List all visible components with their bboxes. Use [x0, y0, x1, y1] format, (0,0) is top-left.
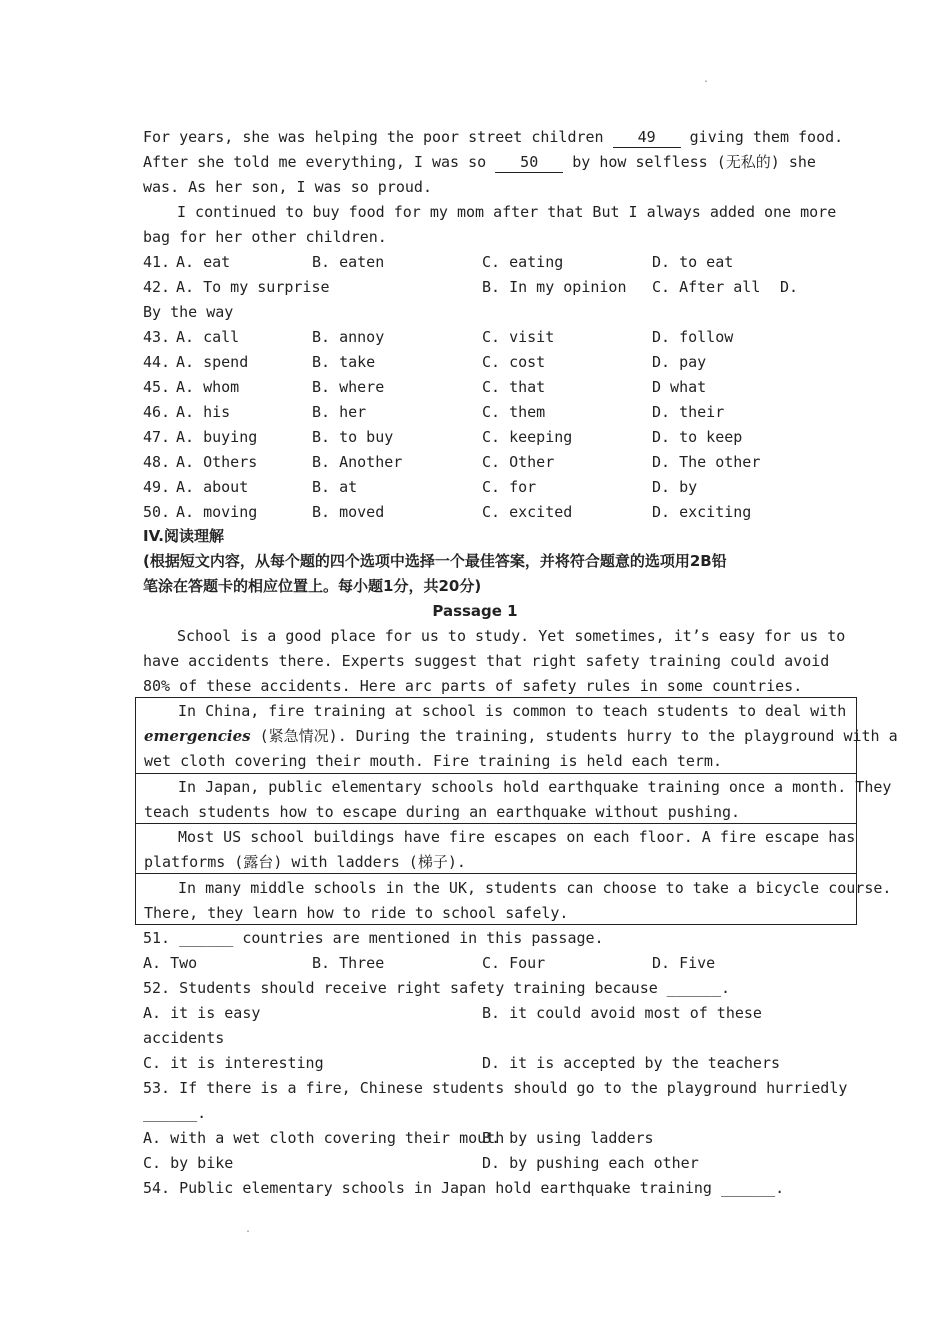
q53-option-d: D. by pushing each other: [482, 1154, 699, 1172]
question-number: 43.: [143, 328, 171, 346]
option-b: B. moved: [312, 503, 385, 521]
table-row-us: Most US school buildings have fire escapes on each floor. A fire escape has platforms (露台) with ladders (梯子).: [135, 823, 857, 874]
passage-title: Passage 1: [432, 602, 518, 620]
blank-50: 50: [495, 152, 563, 173]
emergencies-word: emergencies: [144, 727, 251, 745]
q51-option-a: A. Two: [143, 954, 198, 972]
option-a: A. To my surprise: [176, 278, 330, 296]
option-a: A. whom: [176, 378, 240, 396]
option-a: A. about: [176, 478, 249, 496]
question-54: 54. Public elementary schools in Japan hold earthquake training ______.: [143, 1179, 785, 1197]
option-b: B. Another: [312, 453, 403, 471]
question-number: 46.: [143, 403, 171, 421]
option-b: B. take: [312, 353, 376, 371]
q52-option-c: C. it is interesting: [143, 1054, 324, 1072]
question-number: 49.: [143, 478, 171, 496]
option-c: C. cost: [482, 353, 546, 371]
option-b: B. eaten: [312, 253, 385, 271]
option-d: C. After all: [652, 278, 761, 296]
question-number: 45.: [143, 378, 171, 396]
question-number: 44.: [143, 353, 171, 371]
question-number: 41.: [143, 253, 171, 271]
option-c: C. eating: [482, 253, 564, 271]
question-53-blank: ______.: [143, 1104, 207, 1122]
q52-option-b: B. it could avoid most of these: [482, 1004, 762, 1022]
option-a: A. his: [176, 403, 231, 421]
section-instruction-2: 笔涂在答题卡的相应位置上。每小题1分，共20分): [143, 577, 482, 595]
table-row-china: In China, fire training at school is common to teach students to deal with emergencies (紧急情况). During the training, students hurry to the playground with a wet cloth covering their mouth. Fire training is held each term.: [135, 697, 857, 774]
option-c: C. that: [482, 378, 546, 396]
option-c: C. them: [482, 403, 546, 421]
passage-line-3: was. As her son, I was so proud.: [143, 178, 432, 196]
table-row-japan: In Japan, public elementary schools hold earthquake training once a month. They teach students how to escape during an earthquake without pushing.: [135, 773, 857, 824]
section-instruction-1: (根据短文内容，从每个题的四个选项中选择一个最佳答案，并将符合题意的选项用2B铅: [143, 552, 727, 570]
option-a: A. moving: [176, 503, 258, 521]
option-c: B. In my opinion: [482, 278, 627, 296]
passage-line-1: For years, she was helping the poor street children 49 giving them food.: [143, 128, 844, 146]
option-d: D. follow: [652, 328, 734, 346]
question-number: 48.: [143, 453, 171, 471]
passage1-line-2: have accidents there. Experts suggest that right safety training could avoid: [143, 652, 830, 670]
option-a: A. Others: [176, 453, 258, 471]
option-c: C. visit: [482, 328, 555, 346]
option-a: A. eat: [176, 253, 231, 271]
option-d: D. their: [652, 403, 725, 421]
passage-line-4: I continued to buy food for my mom after that But I always added one more: [177, 203, 837, 221]
q51-option-b: B. Three: [312, 954, 385, 972]
question-number: 50.: [143, 503, 171, 521]
option-wrap: By the way: [143, 303, 234, 321]
question-53: 53. If there is a fire, Chinese students should go to the playground hurriedly: [143, 1079, 848, 1097]
option-e: D.: [780, 278, 799, 296]
section-heading: IV.阅读理解: [143, 527, 224, 545]
option-d: D. to keep: [652, 428, 743, 446]
q52-option-d: D. it is accepted by the teachers: [482, 1054, 781, 1072]
option-a: A. call: [176, 328, 240, 346]
passage-line-5: bag for her other children.: [143, 228, 387, 246]
passage1-line-1: School is a good place for us to study. Yet sometimes, it’s easy for us to: [177, 627, 846, 645]
option-c: C. for: [482, 478, 537, 496]
option-d: D. to eat: [652, 253, 734, 271]
option-b: B. to buy: [312, 428, 394, 446]
q52-option-b-wrap: accidents: [143, 1029, 225, 1047]
blank-49: 49: [613, 127, 681, 148]
option-b: B. at: [312, 478, 358, 496]
option-d: D. exciting: [652, 503, 752, 521]
q53-option-b: B. by using ladders: [482, 1129, 654, 1147]
option-d: D what: [652, 378, 707, 396]
option-d: D. pay: [652, 353, 707, 371]
question-number: 47.: [143, 428, 171, 446]
page-dot-bottom: .: [245, 1224, 252, 1235]
option-d: D. The other: [652, 453, 761, 471]
question-52: 52. Students should receive right safety training because ______.: [143, 979, 730, 997]
page-dot-top: .: [703, 74, 710, 85]
q51-option-d: D. Five: [652, 954, 716, 972]
option-c: C. excited: [482, 503, 573, 521]
option-a: A. spend: [176, 353, 249, 371]
q53-option-a: A. with a wet cloth covering their mouth: [143, 1129, 505, 1147]
q52-option-a: A. it is easy: [143, 1004, 261, 1022]
passage1-line-3: 80% of these accidents. Here arc parts of safety rules in some countries.: [143, 677, 803, 695]
option-b: B. her: [312, 403, 367, 421]
table-row-uk: In many middle schools in the UK, students can choose to take a bicycle course. There, they learn how to ride to school safely.: [135, 873, 857, 925]
question-51: 51. ______ countries are mentioned in this passage.: [143, 929, 604, 947]
question-number: 42.: [143, 278, 171, 296]
q51-option-c: C. Four: [482, 954, 546, 972]
option-c: C. Other: [482, 453, 555, 471]
q53-option-c: C. by bike: [143, 1154, 234, 1172]
option-b: B. where: [312, 378, 385, 396]
option-a: A. buying: [176, 428, 258, 446]
option-b: B. annoy: [312, 328, 385, 346]
passage-line-2: After she told me everything, I was so 50 by how selfless (无私的) she: [143, 153, 816, 171]
option-c: C. keeping: [482, 428, 573, 446]
option-d: D. by: [652, 478, 698, 496]
